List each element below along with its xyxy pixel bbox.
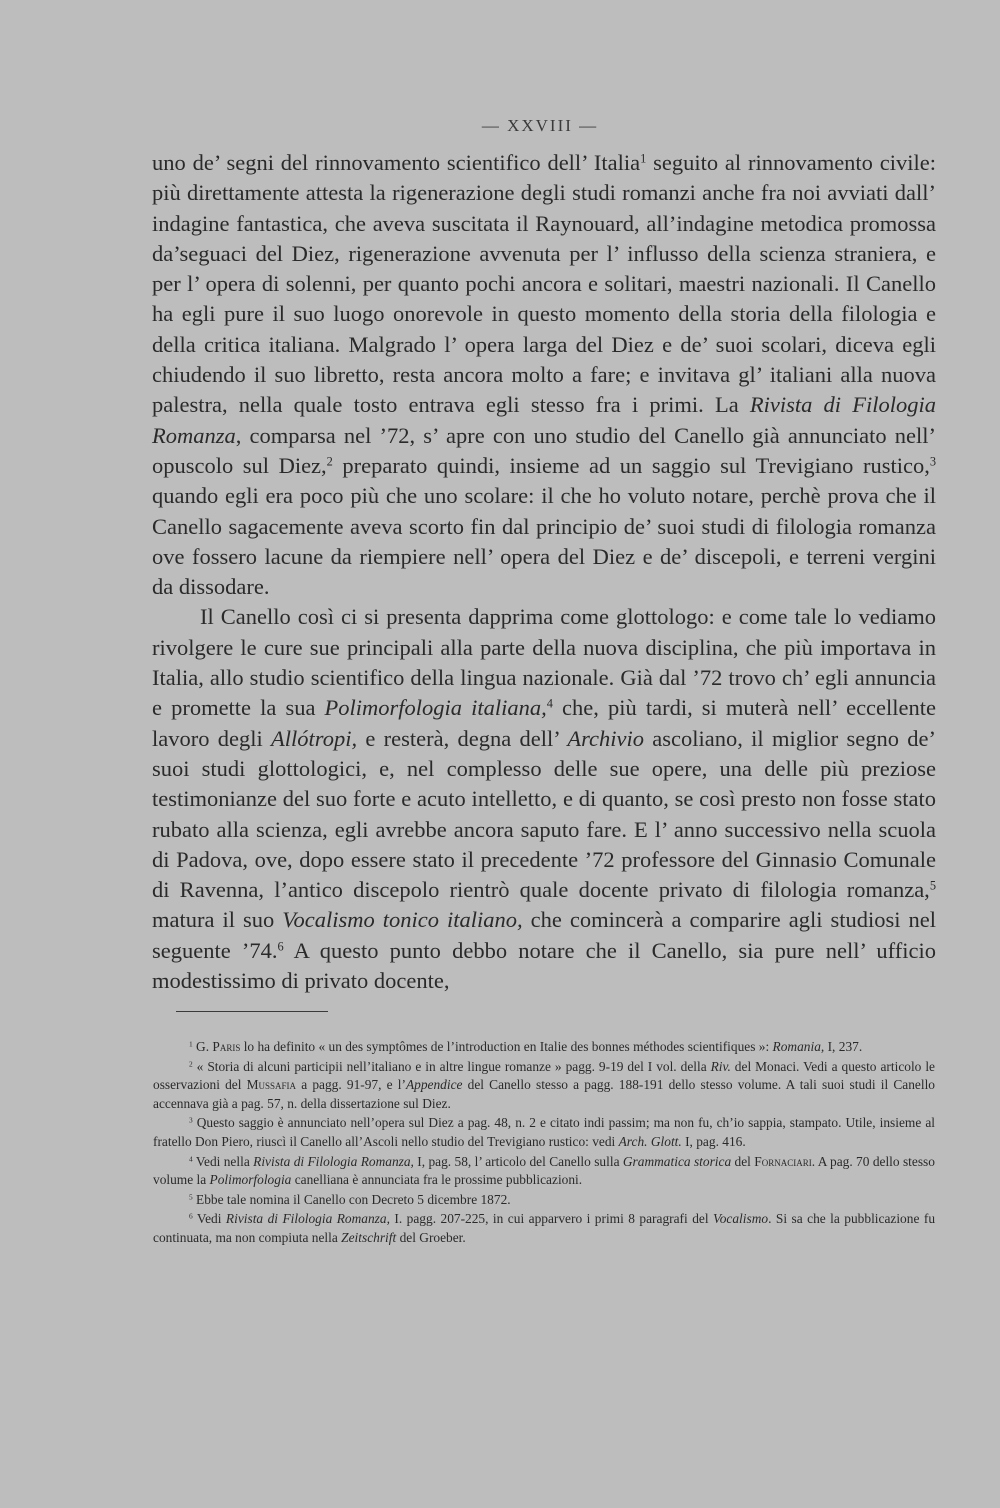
- text-run: che comincerà a comparire agli studiosi nel seguente ’74.: [152, 907, 936, 963]
- text-run: Ebbe tale nomina il Canello con Decreto 5 dicembre 1872.: [192, 1191, 511, 1207]
- text-run: Il Canello così ci si presenta dapprima come glottologo: e come tale lo vediamo rivolgere le cure sue principali alla parte della nuova disciplina, che più importava in Italia, allo studio scientifico della lingua nazionale. Già dal ’72 trovo ch’ egli annuncia e promette la sua: [152, 604, 936, 721]
- text-run: « Storia di alcuni participii nell’italiano e in altre lingue romanze » pagg. 9-19 del I vol. della: [192, 1058, 711, 1074]
- footnote-ref: 4: [546, 696, 553, 711]
- text-run: lo ha definito « un des symptômes de l’introduction en Italie des bonnes méthodes scientifiques »:: [240, 1039, 773, 1054]
- text-run: I, pag. 416.: [681, 1133, 746, 1149]
- text-run: A questo punto debbo notare che il Canello, sia pure nell’ ufficio modestissimo di privato docente,: [152, 937, 936, 994]
- footnote-1: [153, 1038, 935, 1057]
- text-run: Questo saggio è annunciato nell’opera sul Diez a pag. 48, n. 2 e citato indi passim; ma non fu, ch’io sappia, stampato. Utile, insieme al fratello Don Piero, riuscì il Canello all’Ascoli nello studio del Trevigiano rustico: vedi: [153, 1115, 935, 1149]
- author-name: Fornaciari: [754, 1153, 812, 1169]
- footnote-2: [153, 1058, 935, 1114]
- text-run: Vedi nella: [192, 1153, 254, 1169]
- work-title: Polimorfologia: [209, 1172, 292, 1188]
- journal-title: Rivista di Filologia Romanza: [152, 392, 936, 448]
- text-run: canelliana è annunciata fra le prossime pubblicazioni.: [291, 1172, 583, 1188]
- text-run: quando egli era poco più che uno scolare: il che ho voluto notare, perchè prova che il Canello sagacemente aveva scorto fin dal principio de’ suoi studi di filologia romanza ove fossero lacune da riempiere nell’ opera del Diez e de’ discepoli, e terreni vergini da dissodare.: [152, 483, 936, 600]
- page-number: — XXVIII —: [481, 116, 599, 135]
- text-run: del Monaci. Vedi a questo articolo le osservazioni del: [153, 1058, 936, 1093]
- footnote-number: 1: [189, 1039, 193, 1049]
- journal-title: Riv.: [710, 1058, 731, 1074]
- journal-title: Rivista di Filologia Romanza,: [225, 1211, 390, 1227]
- text-run: I, pag. 58, l’ articolo del Canello sulla: [413, 1153, 623, 1169]
- footnote-number: 3: [189, 1115, 193, 1125]
- text-run: G.: [192, 1039, 213, 1054]
- text-run: del Groeber.: [396, 1229, 466, 1245]
- footnote-number: 2: [189, 1059, 193, 1069]
- work-title: Archivio: [567, 725, 644, 751]
- footnote-ref: 3: [929, 454, 936, 469]
- footnote-4: [153, 1153, 935, 1190]
- paragraph-1: [152, 148, 936, 602]
- work-title: Appendice: [405, 1077, 463, 1093]
- journal-title: Rivista di Filologia Romanza,: [253, 1153, 414, 1169]
- text-run: . Si sa che la pubblicazione fu continuata, ma non compiuta nella: [153, 1211, 936, 1245]
- text-run: I. pagg. 207-225, in cui apparvero i primi 8 paragrafi del: [389, 1211, 714, 1227]
- text-run: a pagg. 91-97, e l’: [296, 1077, 406, 1093]
- author-name: Paris: [212, 1039, 241, 1054]
- text-run: , comparsa nel ’72, s’ apre con uno studio del Canello già annunciato nell’ opuscolo sul Diez,: [152, 422, 936, 478]
- text-run: che, più tardi, si muterà nell’ eccellente lavoro degli: [152, 695, 937, 751]
- text-run: ascoliano, il miglior segno de’ suoi studi glottologici, e, nel complesso delle sue opere, una delle più preziose testimonianze del suo forte e acuto intelletto, e di quanto, se così presto non fosse stato rubato alla scienza, egli avrebbe ancora saputo fare. E l’ anno successivo nella scuola di Padova, ove, dopo essere stato il precedente ’72 professore del Ginnasio Comunale di Ravenna, l’antico discepolo rientrò quale docente privato di filologia romanza,: [152, 725, 936, 903]
- text-run: e resterà, degna dell’: [357, 725, 568, 751]
- work-title: Grammatica storica: [622, 1153, 732, 1169]
- journal-title: Zeitschrift: [341, 1229, 397, 1245]
- text-run: I, 237.: [824, 1039, 863, 1054]
- journal-title: Arch. Glott.: [618, 1133, 682, 1149]
- author-name: Mussafia: [246, 1077, 297, 1093]
- footnote-5: [153, 1191, 935, 1210]
- footnote-number: 4: [189, 1154, 193, 1164]
- footnote-ref: 2: [326, 454, 333, 469]
- text-run: matura il suo: [152, 907, 283, 933]
- work-title: Vocalismo tonico italiano,: [282, 907, 523, 933]
- footnote-number: 5: [189, 1192, 193, 1202]
- work-title: Vocalismo: [713, 1211, 769, 1227]
- main-text: [152, 148, 936, 996]
- footnote-3: [153, 1114, 935, 1151]
- text-run: del: [731, 1153, 755, 1169]
- text-run: del Canello stesso a pagg. 188-191 dello stesso volume. A tali suoi studi il Canello accennava già a pag. 57, n. della dissertazione sul Diez.: [153, 1077, 935, 1111]
- text-run: . A pag. 70 dello stesso volume la: [153, 1153, 935, 1188]
- footnote-number: 6: [189, 1211, 193, 1221]
- text-run: seguito al rinnovamento civile: più direttamente attesta la rigenerazione degli studi romanzi anche fra noi avviati dall’ indagine fantastica, che aveva suscitata il Raynouard, all’indagine metodica promossa da’seguaci del Diez, rigenerazione avvenuta per l’ influsso della scienza straniera, e per l’ opera di solenni, per quanto pochi ancora e solitari, maestri nazionali. Il Canello ha egli pure il suo luogo onorevole in questo momento della storia della filologia e della critica italiana. Malgrado l’ opera larga del Diez e de’ suoi scolari, diceva egli chiudendo il suo libretto, resta ancora molto a fare; e invitava gl’ italiani alla nuova palestra, nella quale tosto entrava egli stesso fra i primi. La: [152, 150, 936, 418]
- text-run: preparato quindi, insieme ad un saggio sul Trevigiano rustico,: [332, 452, 930, 478]
- footnotes: [153, 1038, 935, 1249]
- footnote-ref: 1: [640, 151, 647, 166]
- journal-title: Romania,: [772, 1039, 825, 1054]
- footnote-ref: 6: [277, 939, 284, 954]
- text-run: Vedi: [192, 1211, 226, 1227]
- work-title: Polimorfologia italiana,: [324, 695, 547, 721]
- text-run: uno de’ segni del rinnovamento scientifico dell’ Italia: [152, 150, 641, 175]
- footnote-ref: 5: [929, 878, 936, 893]
- footnote-divider: [176, 1011, 328, 1012]
- paragraph-2: [152, 602, 936, 996]
- work-title: Allótropi,: [271, 725, 358, 751]
- footnote-6: [153, 1210, 935, 1247]
